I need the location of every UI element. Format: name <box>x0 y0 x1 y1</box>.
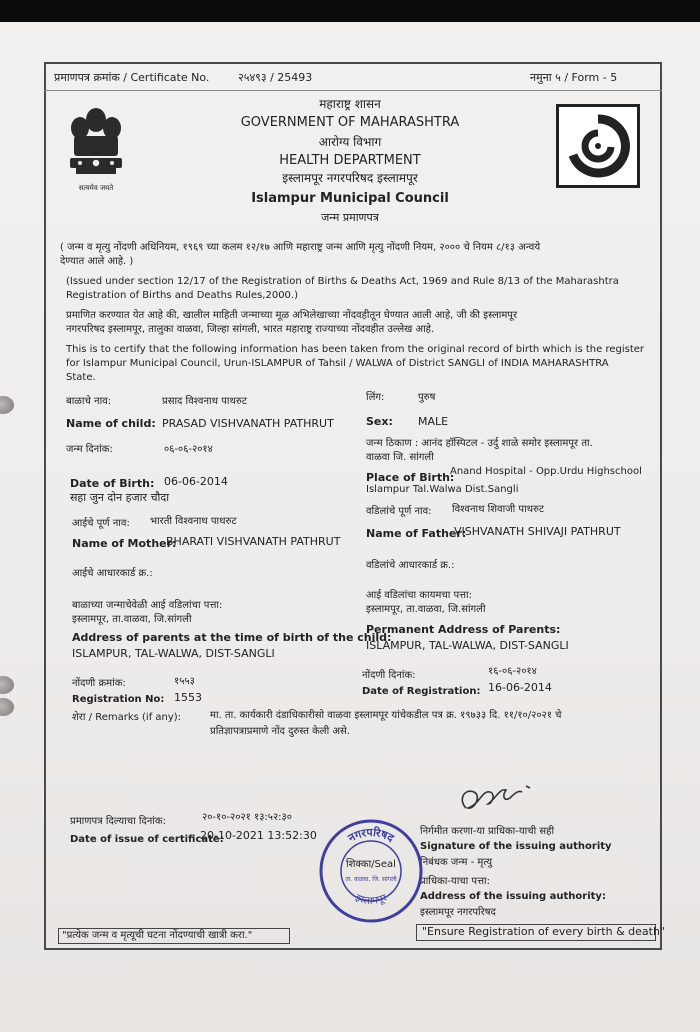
place-of-birth-line2: Islampur Tal.Walwa Dist.Sangli <box>366 484 519 495</box>
child-name: PRASAD VISHVANATH PATHRUT <box>162 417 334 430</box>
mother-name: BHARATI VISHVANATH PATHRUT <box>166 535 341 548</box>
council-logo <box>556 104 640 188</box>
father-aadhar-label: वडिलांचे आधारकार्ड क्र.: <box>366 560 455 571</box>
father-name-label-marathi: वडिलांचे पूर्ण नाव: <box>366 506 432 517</box>
remarks-line2: प्रतिज्ञापत्राप्रमाणे नोंद दुरुस्त केली असे. <box>210 726 350 737</box>
sex-label: Sex: <box>366 415 393 428</box>
seal-label: शिक्का/Seal <box>346 859 396 870</box>
council-marathi: इस्लामपूर नगरपरिषद इस्लामपूर <box>282 171 418 185</box>
child-name-label-marathi: बाळाचे नाव: <box>66 396 112 407</box>
certify-english-line3: State. <box>66 372 96 383</box>
header-divider <box>44 90 662 91</box>
state-name: GOVERNMENT OF MAHARASHTRA <box>240 115 460 130</box>
registration-date-label-marathi: नोंदणी दिनांक: <box>362 670 416 681</box>
registration-date-marathi: १६-०६-२०१४ <box>488 666 537 677</box>
certify-english-line2: for Islampur Municipal Council, Urun-ISLAMPUR of Tahsil / WALWA of District SANGLI of INDIA MAHARASHTRA <box>66 358 609 369</box>
authority-designation-marathi: निबंधक जन्म - मृत्यु <box>420 857 493 868</box>
place-of-birth-line1: Anand Hospital - Opp.Urdu Highschool <box>450 466 642 477</box>
registration-number-label: Registration No: <box>72 694 165 705</box>
registration-number-marathi: १५५३ <box>174 676 195 687</box>
date-of-birth: 06-06-2014 <box>164 475 228 488</box>
child-name-label: Name of child: <box>66 417 156 430</box>
mother-aadhar-label: आईचे आधारकार्ड क्र.: <box>72 568 153 579</box>
dob-label: Date of Birth: <box>70 477 155 490</box>
sex-value: MALE <box>418 415 449 428</box>
issue-date-label-marathi: प्रमाणपत्र दिल्याचा दिनांक: <box>70 816 166 827</box>
state-name-marathi: महाराष्ट्र शासन <box>319 97 381 111</box>
permanent-address-label: Permanent Address of Parents: <box>366 623 561 636</box>
father-name-marathi: विश्वनाथ शिवाजी पाथरुट <box>452 504 545 515</box>
certificate-number: २५४९३ / 25493 <box>238 71 313 84</box>
intro-marathi-line1: ( जन्म व मृत्यु नोंदणी अधिनियम, १९६९ च्या कलम १२/१७ आणि महाराष्ट्र जन्म आणि मृत्यु नोंदणी नियम, २००० चे नियम ८/१३ अन्वये <box>60 242 541 253</box>
department-name: HEALTH DEPARTMENT <box>279 153 421 168</box>
mother-name-marathi: भारती विश्वनाथ पाथरुट <box>150 516 237 527</box>
mother-name-label-marathi: आईचे पूर्ण नाव: <box>72 518 130 529</box>
certificate-number-label: प्रमाणपत्र क्रमांक / Certificate No. <box>54 71 210 84</box>
permanent-address: ISLAMPUR, TAL-WALWA, DIST-SANGLI <box>366 639 569 652</box>
place-of-birth-marathi-line2: वाळवा जि. सांगली <box>366 452 434 463</box>
svg-text:इस्लामपूर <box>353 892 389 907</box>
intro-english-line1: (Issued under section 12/17 of the Registration of Births & Deaths Act, 1969 and Rule 8/13 of the Maharashtra <box>66 276 619 287</box>
certify-marathi-line1: प्रमाणित करण्यात येत आहे की, खालील माहिती जन्माच्या मूळ अभिलेखाच्या नोंदवहीतून घेण्यात आली आहे, जी की इस्लामपूर <box>66 310 518 321</box>
dob-marathi: ०६-०६-२०१४ <box>164 444 213 455</box>
permanent-address-marathi: इस्लामपूर, ता.वाळवा, जि.सांगली <box>366 604 486 615</box>
remarks-line1: मा. ता. कार्यकारी दंडाधिकारीसो वाळवा इस्लामपूर यांचेकडील पत्र क्र. १९७३३ दि. ११/१०/२०२१ चे <box>210 710 562 721</box>
council-logo-icon <box>559 107 637 185</box>
remarks-label: शेरा / Remarks (if any): <box>72 712 182 723</box>
authority-address-label-marathi: प्राधिका-याचा पत्ता: <box>420 876 490 887</box>
footer-right-text: "Ensure Registration of every birth & death" <box>422 925 665 938</box>
ashoka-emblem-icon <box>66 104 126 200</box>
birth-address-marathi: इस्लामपूर, ता.वाळवा, जि.सांगली <box>72 614 192 625</box>
birth-address: ISLAMPUR, TAL-WALWA, DIST-SANGLI <box>72 647 275 660</box>
sex-label-marathi: लिंग: <box>366 392 385 403</box>
permanent-address-label-marathi: आई वडिलांचा कायमचा पत्ता: <box>366 590 473 601</box>
intro-marathi-line2: देण्यात आले आहे. ) <box>60 256 134 267</box>
black-top-bar <box>0 0 700 22</box>
seal-ring-bottom: इस्लामपूर <box>353 892 389 908</box>
authority-address-label: Address of the issuing authority: <box>420 891 606 902</box>
signature-label-marathi: निर्गमीत करणा-या प्राधिका-याची सही <box>420 826 555 837</box>
registration-number-label-marathi: नोंदणी क्रमांक: <box>72 678 126 689</box>
registration-date-label: Date of Registration: <box>362 686 481 697</box>
department-marathi: आरोग्य विभाग <box>318 135 382 149</box>
footer-left-text: "प्रत्येक जन्म व मृत्यूची घटना नोंदण्याची खात्री करा." <box>62 930 253 941</box>
issue-date-marathi: २०-१०-२०२१ १३:५२:३० <box>202 812 292 823</box>
mother-name-label: Name of Mother: <box>72 537 177 550</box>
authority-address: इस्लामपूर नगरपरिषद <box>420 907 496 918</box>
place-of-birth-marathi-line1: जन्म ठिकाण : आनंद हॉस्पिटल - उर्दु शाळे समोर इस्लामपूर ता. <box>366 438 593 449</box>
issue-date-label: Date of issue of certificate: <box>70 834 224 845</box>
council-seal <box>318 818 424 924</box>
document-title: जन्म प्रमाणपत्र <box>321 211 379 224</box>
seal-ring-top: नगरपरिषद <box>345 825 397 845</box>
council-name: Islampur Municipal Council <box>251 191 449 206</box>
place-of-birth-label: Place of Birth: <box>366 471 455 484</box>
certify-marathi-line2: नगरपरिषद इस्लामपूर, तालुका वाळवा, जिल्हा सांगली, भारत महाराष्ट्र राज्याच्या नोंदवहीत उल्लेख आहे. <box>66 324 435 335</box>
registration-date: 16-06-2014 <box>488 681 552 694</box>
svg-text:नगरपरिषद <box>345 825 397 846</box>
birth-address-label-marathi: बाळाच्या जन्माचेवेळी आई वडिलांचा पत्ता: <box>72 600 223 611</box>
seal-inner-text: ता. वाळवा, जि. सांगली <box>345 876 397 883</box>
father-name-label: Name of Father: <box>366 527 467 540</box>
father-name: VISHVANATH SHIVAJI PATHRUT <box>454 525 621 538</box>
child-name-marathi: प्रसाद विश्वनाथ पाथरुट <box>162 396 247 407</box>
form-number: नमुना ५ / Form - 5 <box>530 71 618 84</box>
certify-english-line1: This is to certify that the following information has been taken from the original record of birth which is the register <box>66 344 645 355</box>
emblem-caption: सत्यमेव जयते <box>78 184 114 192</box>
sex-marathi: पुरुष <box>418 392 436 403</box>
intro-english-line2: Registration of Births and Deaths Rules,2000.) <box>66 290 299 301</box>
signature-mark <box>452 778 552 822</box>
issue-date: 20-10-2021 13:52:30 <box>200 829 317 842</box>
registration-number: 1553 <box>174 691 202 704</box>
birth-address-label: Address of parents at the time of birth of the child: <box>72 631 392 644</box>
dob-label-marathi: जन्म दिनांक: <box>66 444 113 455</box>
dob-in-words-marathi: सहा जुन दोन हजार चौदा <box>70 491 170 504</box>
signature-label: Signature of the issuing authority <box>420 841 612 852</box>
